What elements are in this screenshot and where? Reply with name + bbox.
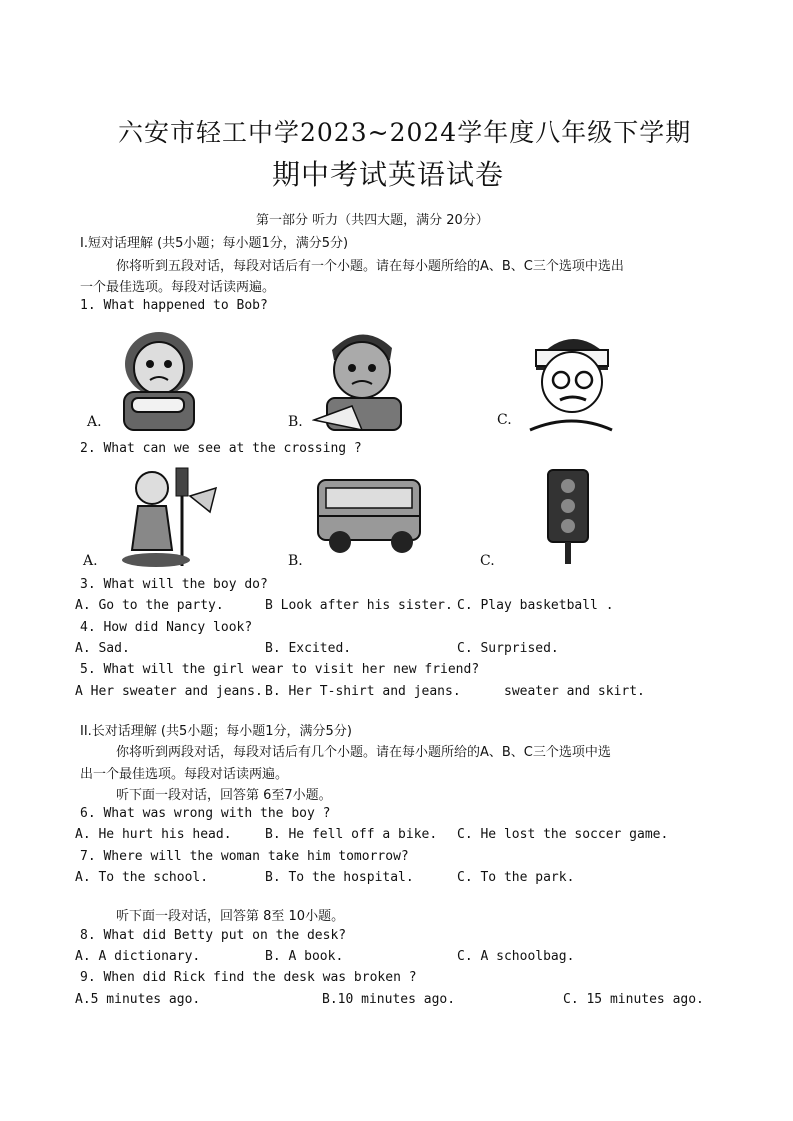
q2-label-b: B. (288, 553, 303, 569)
question-4: 4. How did Nancy look? (80, 620, 253, 635)
question-8: 8. What did Betty put on the desk? (80, 928, 347, 943)
question-3: 3. What will the boy do? (80, 577, 268, 592)
q1-label-b: B. (288, 414, 303, 430)
q2-label-c: C. (480, 553, 495, 569)
dialog2-instruction: 听下面一段对话，回答第 8至 10小题。 (116, 909, 345, 924)
question-5: 5. What will the girl wear to visit her new friend? (80, 662, 480, 677)
q4-option-c: C. Surprised. (457, 641, 559, 656)
option-c-traffic-light-picture (538, 466, 598, 566)
exam-title-line2: 期中考试英语试卷 (272, 158, 505, 191)
q4-option-b: B. Excited. (265, 641, 352, 656)
q3-option-a: A. Go to the party. (75, 598, 224, 613)
q3-option-c: C. Play basketball . (457, 598, 614, 613)
q8-option-c: C. A schoolbag. (457, 949, 575, 964)
q7-option-c: C. To the park. (457, 870, 575, 885)
q6-option-b: B. He fell off a bike. (265, 827, 438, 842)
q3-option-b: B Look after his sister. (265, 598, 453, 613)
section1-heading: I.短对话理解 (共5小题；每小题1分，满分5分) (80, 236, 349, 251)
option-a-girl-with-flag-picture (120, 462, 220, 568)
part1-heading: 第一部分 听力（共四大题，满分 20分） (256, 213, 489, 228)
question-1: 1. What happened to Bob? (80, 298, 268, 313)
q5-option-a: A Her sweater and jeans. (75, 684, 263, 699)
q9-option-c: C. 15 minutes ago. (563, 992, 704, 1007)
q6-option-a: A. He hurt his head. (75, 827, 232, 842)
q7-option-a: A. To the school. (75, 870, 209, 885)
q5-option-c: sweater and skirt. (504, 684, 645, 699)
q4-option-a: A. Sad. (75, 641, 130, 656)
question-9: 9. When did Rick find the desk was broken ? (80, 970, 417, 985)
section1-instructions-2: 一个最佳选项。每段对话读两遍。 (80, 280, 276, 295)
q1-label-c: C. (497, 412, 512, 428)
q5-option-b: B. Her T-shirt and jeans. (265, 684, 461, 699)
section1-instructions-1: 你将听到五段对话，每段对话后有一个小题。请在每小题所给的A、B、C三个选项中选出 (116, 259, 624, 274)
q2-label-a: A. (83, 553, 98, 569)
q9-option-b: B.10 minutes ago. (322, 992, 456, 1007)
question-6: 6. What was wrong with the boy ? (80, 806, 331, 821)
dialog1-instruction: 听下面一段对话，回答第 6至7小题。 (116, 788, 332, 803)
option-a-injured-arm-picture (104, 322, 214, 432)
q8-option-a: A. A dictionary. (75, 949, 201, 964)
section2-heading: II.长对话理解 (共5小题；每小题1分，满分5分) (80, 724, 352, 739)
exam-title-line1: 六安市轻工中学2023~2024学年度八年级下学期 (118, 118, 692, 147)
section2-instructions-1: 你将听到两段对话，每段对话后有几个小题。请在每小题所给的A、B、C三个选项中选 (116, 745, 611, 760)
question-2: 2. What can we see at the crossing ? (80, 441, 362, 456)
section2-instructions-2: 出一个最佳选项。每段对话读两遍。 (80, 767, 289, 782)
q1-label-a: A. (87, 414, 102, 430)
q7-option-b: B. To the hospital. (265, 870, 414, 885)
q6-option-c: C. He lost the soccer game. (457, 827, 669, 842)
option-c-bandaged-head-picture (528, 320, 614, 432)
option-b-crying-boy-picture (312, 320, 412, 432)
option-b-bus-picture (314, 476, 424, 558)
question-7: 7. Where will the woman take him tomorrow? (80, 849, 409, 864)
q9-option-a: A.5 minutes ago. (75, 992, 201, 1007)
q8-option-b: B. A book. (265, 949, 344, 964)
